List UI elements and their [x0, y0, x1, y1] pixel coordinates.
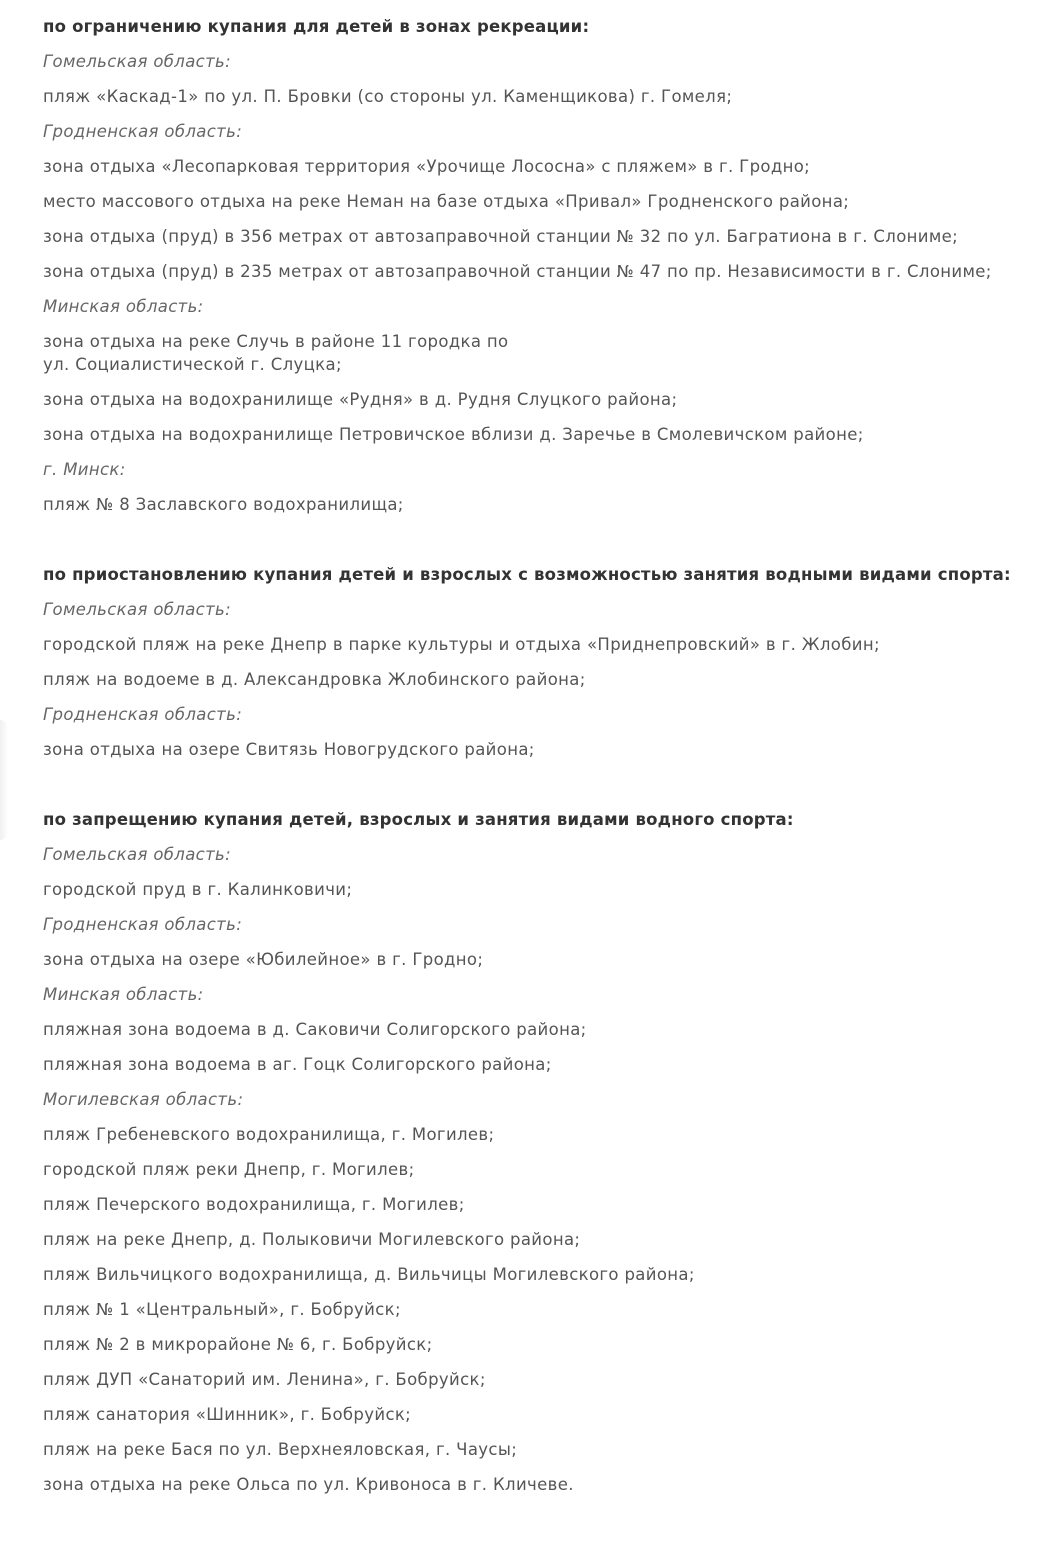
list-item: пляж на реке Бася по ул. Верхнеяловская, г. Чаусы;	[43, 1440, 518, 1459]
list-item: зона отдыха (пруд) в 356 метрах от автозаправочной станции № 32 по ул. Багратиона в г. Слониме;	[43, 227, 959, 246]
list-item: место массового отдыха на реке Неман на базе отдыха «Привал» Гродненского района;	[43, 192, 850, 211]
document-body	[43, 15, 1033, 1508]
region-label-grodno: Гродненская область:	[43, 122, 243, 141]
region-label-gomel: Гомельская область:	[43, 600, 232, 619]
list-item: зона отдыха на реке Ольса по ул. Кривоноса в г. Кличеве.	[43, 1475, 574, 1494]
list-item: пляжная зона водоема в аг. Гоцк Солигорского района;	[43, 1055, 552, 1074]
list-item: городской пляж на реке Днепр в парке культуры и отдыха «Приднепровский» в г. Жлобин;	[43, 635, 880, 654]
section-bathing-suspension	[43, 563, 1033, 761]
list-item: городской пляж реки Днепр, г. Могилев;	[43, 1160, 415, 1179]
list-item: пляж № 8 Заславского водохранилища;	[43, 495, 404, 514]
list-item: зона отдыха на озере Свитязь Новогрудского района;	[43, 740, 535, 759]
list-item: зона отдыха (пруд) в 235 метрах от автозаправочной станции № 47 по пр. Независимости в г. Слониме;	[43, 262, 992, 281]
section-bathing-prohibition	[43, 808, 1033, 1496]
section-heading: по приостановлению купания детей и взрослых с возможностью занятия водными видами спорта:	[43, 565, 1011, 584]
list-item: пляж Вильчицкого водохранилища, д. Вильчицы Могилевского района;	[43, 1265, 695, 1284]
section-spacer	[43, 528, 1033, 563]
region-label-minsk-city: г. Минск:	[43, 460, 126, 479]
list-item: пляж № 2 в микрорайоне № 6, г. Бобруйск;	[43, 1335, 433, 1354]
region-label-gomel: Гомельская область:	[43, 52, 232, 71]
list-item: городской пруд в г. Калинковичи;	[43, 880, 353, 899]
list-item: пляж Гребеневского водохранилища, г. Могилев;	[43, 1125, 495, 1144]
page-edge-shadow	[0, 720, 8, 840]
section-spacer	[43, 773, 1033, 808]
region-label-gomel: Гомельская область:	[43, 845, 232, 864]
list-item: пляж санатория «Шинник», г. Бобруйск;	[43, 1405, 412, 1424]
region-label-mogilev: Могилевская область:	[43, 1090, 244, 1109]
list-item: зона отдыха на реке Случь в районе 11 городка по ул. Социалистической г. Слуцка;	[43, 332, 509, 374]
list-item: пляж Печерского водохранилища, г. Могилев;	[43, 1195, 465, 1214]
list-item: зона отдыха на озере «Юбилейное» в г. Гродно;	[43, 950, 484, 969]
list-item: зона отдыха на водохранилище Петровичское вблизи д. Заречье в Смолевичском районе;	[43, 425, 864, 444]
list-item: пляж «Каскад-1» по ул. П. Бровки (со стороны ул. Каменщикова) г. Гомеля;	[43, 87, 733, 106]
list-item: пляж на водоеме в д. Александровка Жлобинского района;	[43, 670, 586, 689]
region-label-minsk-oblast: Минская область:	[43, 985, 204, 1004]
section-heading: по запрещению купания детей, взрослых и занятия видами водного спорта:	[43, 810, 794, 829]
list-item: пляж на реке Днепр, д. Полыковичи Могилевского района;	[43, 1230, 581, 1249]
list-item: зона отдыха «Лесопарковая территория «Урочище Лососна» с пляжем» в г. Гродно;	[43, 157, 811, 176]
section-heading: по ограничению купания для детей в зонах рекреации:	[43, 17, 590, 36]
list-item: пляж ДУП «Санаторий им. Ленина», г. Бобруйск;	[43, 1370, 486, 1389]
list-item: пляжная зона водоема в д. Саковичи Солигорского района;	[43, 1020, 587, 1039]
region-label-grodno: Гродненская область:	[43, 915, 243, 934]
list-item: зона отдыха на водохранилище «Рудня» в д. Рудня Слуцкого района;	[43, 390, 678, 409]
region-label-grodno: Гродненская область:	[43, 705, 243, 724]
section-bathing-restriction-children	[43, 15, 1033, 516]
region-label-minsk-oblast: Минская область:	[43, 297, 204, 316]
list-item: пляж № 1 «Центральный», г. Бобруйск;	[43, 1300, 401, 1319]
